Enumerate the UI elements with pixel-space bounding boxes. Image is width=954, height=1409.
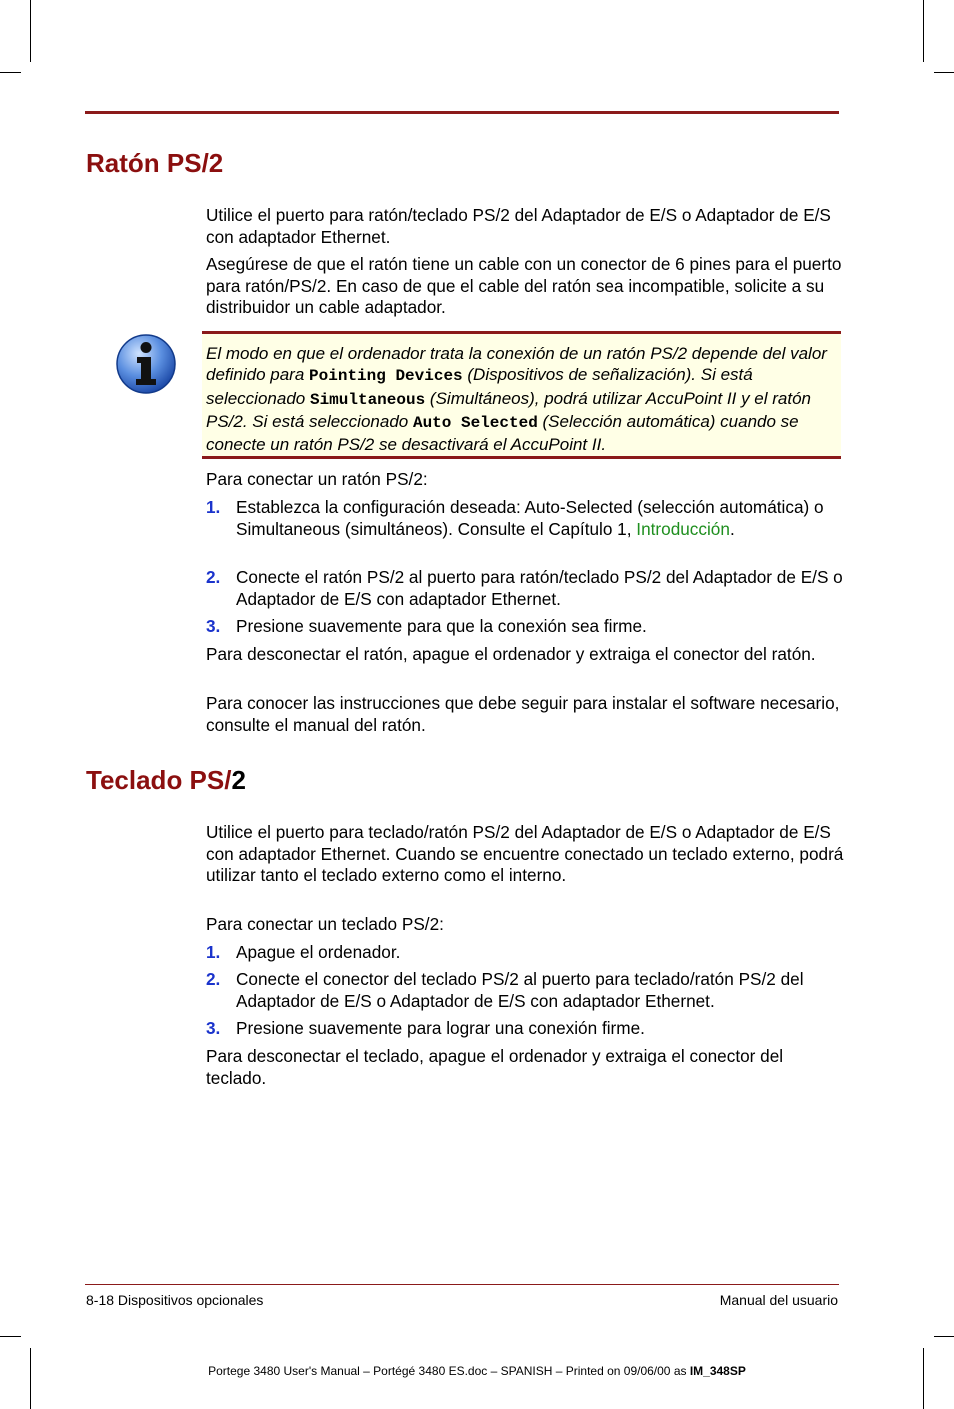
note-text-part: (Simultáneos), podrá utilizar AccuPoint II y el ratón PS/2. Si está seleccionado <box>206 388 812 431</box>
step-text-part: . <box>729 518 735 539</box>
crop-mark <box>0 72 21 73</box>
print-line-code: IM_348SP <box>689 1364 746 1378</box>
note-code-auto-selected: Auto Selected <box>412 413 538 432</box>
teclado-connect-intro: Para conectar un teclado PS/2: <box>206 914 444 934</box>
step-number: 1. <box>206 497 221 517</box>
step-number: 2. <box>206 969 221 989</box>
step-number: 3. <box>206 1018 221 1038</box>
note-text-part: (Selección automática) cuando se conecte un ratón PS/2 se desactivará el AccuPoint II. <box>206 411 799 455</box>
footer-right: Manual del usuario <box>719 1292 838 1308</box>
step-text: Presione suavemente para que la conexión sea firme. <box>236 616 647 636</box>
section-title-teclado <box>86 765 246 795</box>
step-number: 3. <box>206 616 221 636</box>
note-text-part: (Dispositivos de señalización). Si está seleccionado <box>206 365 753 408</box>
step-text <box>236 497 846 540</box>
crop-mark <box>0 1336 21 1337</box>
header-rule <box>85 111 839 114</box>
note-box <box>202 331 841 459</box>
note-text <box>206 343 841 455</box>
teclado-intro: Utilice el puerto para teclado/ratón PS/2 del Adaptador de E/S o Adaptador de E/S con adaptador Ethernet. Cuando se encuentre conectado un teclado externo, podrá utilizar tanto el teclado externo como el interno. <box>206 822 844 885</box>
step-text-part: Establezca la configuración deseada: Auto-Selected (selección automática) o Simultaneous (simultáneos). Consulte el Capítulo 1, <box>236 497 824 539</box>
raton-step-1 <box>206 497 846 540</box>
step-text: Conecte el conector del teclado PS/2 al puerto para teclado/ratón PS/2 del Adaptador de E/S o Adaptador de E/S con adaptador Ethernet. <box>236 969 804 1011</box>
step-text: Conecte el ratón PS/2 al puerto para ratón/teclado PS/2 del Adaptador de E/S o Adaptador de E/S con adaptador Ethernet. <box>236 567 843 609</box>
step-number: 2. <box>206 567 221 587</box>
note-text-part: El modo en que el ordenador trata la conexión de un ratón PS/2 depende del valor definido para <box>206 344 827 385</box>
raton-connect-intro: Para conectar un ratón PS/2: <box>206 469 428 489</box>
note-code-pointing-devices: Pointing Devices <box>309 367 463 386</box>
section-title-raton: Ratón PS/2 <box>86 148 224 178</box>
step-number: 1. <box>206 942 221 962</box>
raton-software: Para conocer las instrucciones que debe seguir para instalar el software necesario, consulte el manual del ratón. <box>206 693 840 735</box>
raton-step-3 <box>206 616 846 638</box>
print-line-text: Portege 3480 User's Manual – Portégé 3480 ES.doc – SPANISH – Printed on 09/06/00 as <box>208 1364 690 1378</box>
step-text: Apague el ordenador. <box>236 942 401 962</box>
teclado-step-1 <box>206 942 846 964</box>
crop-mark <box>934 72 954 73</box>
teclado-disconnect: Para desconectar el teclado, apague el ordenador y extraiga el conector del teclado. <box>206 1046 784 1088</box>
footer-left: 8-18 Dispositivos opcionales <box>86 1292 264 1308</box>
note-code-simultaneous: Simultaneous <box>309 390 426 409</box>
raton-disconnect: Para desconectar el ratón, apague el ordenador y extraiga el conector del ratón. <box>206 644 816 664</box>
raton-step-2 <box>206 567 846 610</box>
print-line <box>0 1363 954 1379</box>
info-icon <box>115 333 177 395</box>
crop-mark <box>30 0 31 62</box>
teclado-step-2 <box>206 969 846 1012</box>
crop-mark <box>923 0 924 62</box>
raton-intro-2: Asegúrese de que el ratón tiene un cable con un conector de 6 pines para el puerto para ratón/PS/2. En caso de que el cable del ratón sea incompatible, solicite a su distribuidor un cable adaptador. <box>206 254 842 317</box>
step-text: Presione suavemente para lograr una conexión firme. <box>236 1018 645 1038</box>
teclado-step-3 <box>206 1018 846 1040</box>
link-introduccion[interactable]: Introducción <box>636 518 730 539</box>
raton-intro-1: Utilice el puerto para ratón/teclado PS/2 del Adaptador de E/S o Adaptador de E/S con adaptador Ethernet. <box>206 205 831 247</box>
section-title-text: Teclado PS/ <box>86 765 232 795</box>
footer-rule <box>85 1284 839 1285</box>
crop-mark <box>934 1336 954 1337</box>
section-title-num: 2 <box>231 765 246 795</box>
